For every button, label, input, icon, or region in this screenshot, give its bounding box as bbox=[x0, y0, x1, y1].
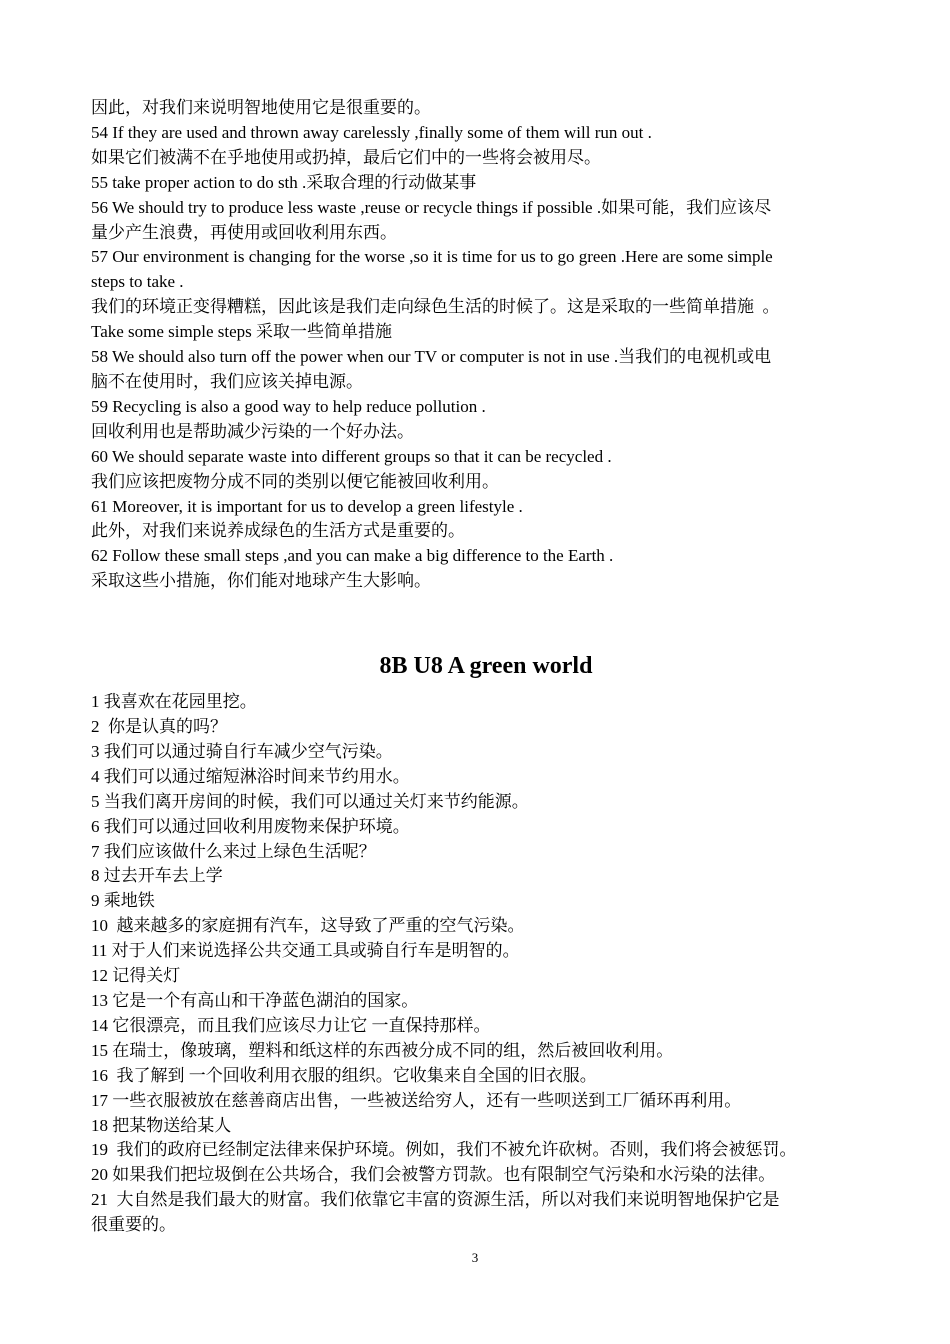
sentence-line: 10 越来越多的家庭拥有汽车，这导致了严重的空气污染。 bbox=[91, 916, 525, 936]
sentence-line: 14 它很漂亮，而且我们应该尽力让它 一直保持那样。 bbox=[91, 1015, 491, 1035]
sentence-line: 18 把某物送给某人 bbox=[91, 1115, 232, 1135]
sentence-line: 12 记得关灯 bbox=[91, 966, 181, 986]
section-gap bbox=[91, 594, 881, 644]
text-line: 60 We should separate waste into different groups so that it can be recycled . bbox=[91, 446, 612, 466]
text-line: 61 Moreover, it is important for us to develop a green lifestyle . bbox=[91, 496, 523, 516]
text-line: 回收利用也是帮助减少污染的一个好办法。 bbox=[91, 421, 414, 441]
text-line: 55 take proper action to do sth .采取合理的行动做某事 bbox=[91, 172, 477, 192]
text-line: 量少产生浪费，再使用或回收利用东西。 bbox=[91, 222, 397, 242]
sentence-line: 20 如果我们把垃圾倒在公共场合，我们会被警方罚款。也有限制空气污染和水污染的法律。 bbox=[91, 1165, 776, 1185]
sentence-line: 9 乘地铁 bbox=[91, 891, 155, 911]
sentence-line: 8 过去开车去上学 bbox=[91, 866, 223, 886]
sentence-line: 13 它是一个有高山和干净蓝色湖泊的国家。 bbox=[91, 991, 419, 1010]
sentence-line: 4 我们可以通过缩短淋浴时间来节约用水。 bbox=[91, 766, 410, 786]
text-line: 59 Recycling is also a good way to help reduce pollution . bbox=[91, 396, 486, 416]
page-number: 3 bbox=[471, 1250, 479, 1265]
sentence-line: 3 我们可以通过骑自行车减少空气污染。 bbox=[91, 741, 393, 761]
text-line: 58 We should also turn off the power when our TV or computer is not in use .当我们的电视机或电 bbox=[91, 347, 772, 367]
text-line: 我们应该把废物分成不同的类别以便它能被回收利用。 bbox=[91, 471, 499, 491]
text-line: 如果它们被满不在乎地使用或扔掉，最后它们中的一些将会被用尽。 bbox=[91, 147, 601, 167]
sentence-line: 5 当我们离开房间的时候，我们可以通过关灯来节约能源。 bbox=[91, 791, 529, 811]
sentence-line: 17 一些衣服被放在慈善商店出售，一些被送给穷人，还有一些呗送到工厂循环再利用。 bbox=[91, 1090, 742, 1110]
sentence-line: 7 我们应该做什么来过上绿色生活呢？ bbox=[91, 841, 376, 861]
text-line: 此外，对我们来说养成绿色的生活方式是重要的。 bbox=[91, 521, 465, 541]
sentence-line: 16 我了解到 一个回收利用衣服的组织。它收集来自全国的旧衣服。 bbox=[91, 1065, 597, 1085]
unit-sentence-list bbox=[91, 690, 881, 1238]
sentence-line: 21 大自然是我们最大的财富。我们依靠它丰富的资源生活，所以对我们来说明智地保护它是 bbox=[91, 1190, 780, 1210]
document-page bbox=[91, 96, 881, 1238]
sentence-line: 15 在瑞士，像玻璃，塑料和纸这样的东西被分成不同的组，然后被回收利用。 bbox=[91, 1040, 674, 1060]
text-line: 采取这些小措施，你们能对地球产生大影响。 bbox=[91, 571, 431, 591]
text-line: 因此，对我们来说明智地使用它是很重要的。 bbox=[91, 98, 431, 117]
sentence-line: 6 我们可以通过回收利用废物来保护环境。 bbox=[91, 816, 410, 836]
text-line: steps to take . bbox=[91, 272, 184, 292]
text-line: 56 We should try to produce less waste ,reuse or recycle things if possible .如果可能，我们应该尽 bbox=[91, 197, 772, 217]
text-line: 脑不在使用时，我们应该关掉电源。 bbox=[91, 371, 363, 391]
text-line: Take some simple steps 采取一些简单措施 bbox=[91, 322, 393, 342]
text-line: 54 If they are used and thrown away carelessly ,finally some of them will run out . bbox=[91, 122, 652, 142]
previous-section-sentences bbox=[91, 96, 881, 594]
sentence-line: 2 你是认真的吗？ bbox=[91, 717, 227, 737]
sentence-line: 19 我们的政府已经制定法律来保护环境。例如，我们不被允许砍树。否则，我们将会被惩罚。 bbox=[91, 1140, 797, 1160]
text-line: 我们的环境正变得糟糕，因此该是我们走向绿色生活的时候了。这是采取的一些简单措施 。 bbox=[91, 297, 780, 317]
text-line: 62 Follow these small steps ,and you can make a big difference to the Earth . bbox=[91, 546, 614, 566]
sentence-line: 很重要的。 bbox=[91, 1215, 176, 1235]
section-title: 8B U8 A green world bbox=[379, 653, 593, 680]
sentence-line: 1 我喜欢在花园里挖。 bbox=[91, 692, 257, 712]
sentence-line: 11 对于人们来说选择公共交通工具或骑自行车是明智的。 bbox=[91, 941, 520, 961]
text-line: 57 Our environment is changing for the worse ,so it is time for us to go green .Here are some simple bbox=[91, 247, 773, 267]
